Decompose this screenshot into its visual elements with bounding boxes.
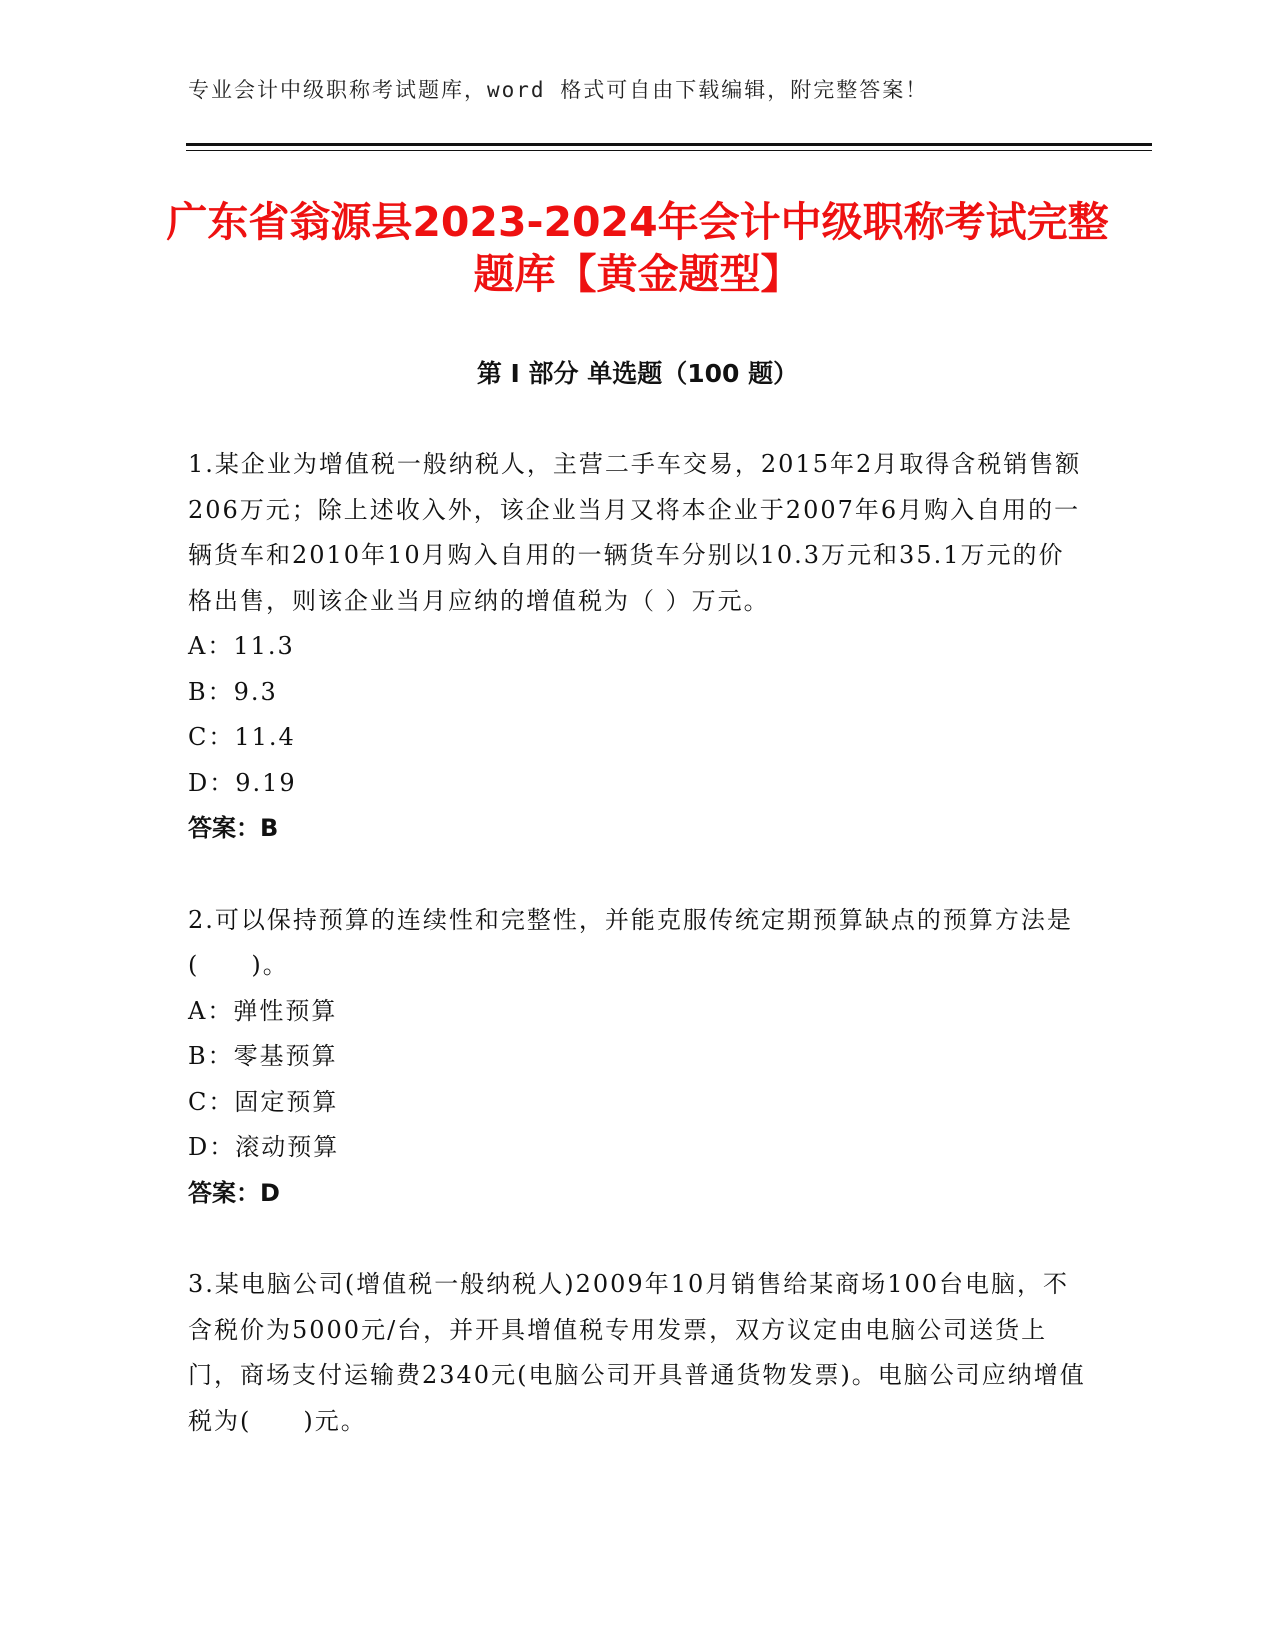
option-d: D：9.19	[188, 768, 297, 797]
question-3	[188, 1262, 1088, 1444]
option-a: A：弹性预算	[188, 996, 338, 1025]
question-2	[188, 898, 1088, 1217]
header-divider-thick	[186, 143, 1152, 146]
answer: 答案：D	[188, 1178, 280, 1207]
header-note: 专业会计中级职称考试题库，word 格式可自由下载编辑，附完整答案！	[188, 78, 929, 102]
option-c: C：11.4	[188, 723, 296, 751]
question-stem: 3.某电脑公司(增值税一般纳税人)2009年10月销售给某商场100台电脑，不含税价为5000元/台，并开具增值税专用发票，双方议定由电脑公司送货上门，商场支付运输费2340元(电脑公司开具普通货物发票)。电脑公司应纳增值税为( )元。	[188, 1270, 1086, 1435]
option-d: D：滚动预算	[188, 1133, 340, 1161]
option-b: B：零基预算	[188, 1042, 338, 1070]
question-1	[188, 442, 1088, 852]
answer: 答案：B	[188, 814, 279, 842]
option-c: C：固定预算	[188, 1087, 339, 1116]
question-stem: 2.可以保持预算的连续性和完整性，并能克服传统定期预算缺点的预算方法是( )。	[188, 905, 1073, 979]
question-list	[188, 442, 1088, 1490]
option-b: B：9.3	[188, 677, 278, 706]
section-title: 第 I 部分 单选题（100 题）	[476, 359, 799, 388]
option-a: A：11.3	[188, 632, 295, 660]
document-title: 广东省翁源县2023-2024年会计中级职称考试完整题库【黄金题型】	[166, 198, 1109, 298]
header-divider-thin	[186, 150, 1152, 151]
question-stem: 1.某企业为增值税一般纳税人，主营二手车交易，2015年2月取得含税销售额206万元；除上述收入外，该企业当月又将本企业于2007年6月购入自用的一辆货车和2010年10月购入自用的一辆货车分别以10.3万元和35.1万元的价格出售，则该企业当月应纳的增值税为（ ）万元。	[188, 450, 1082, 615]
